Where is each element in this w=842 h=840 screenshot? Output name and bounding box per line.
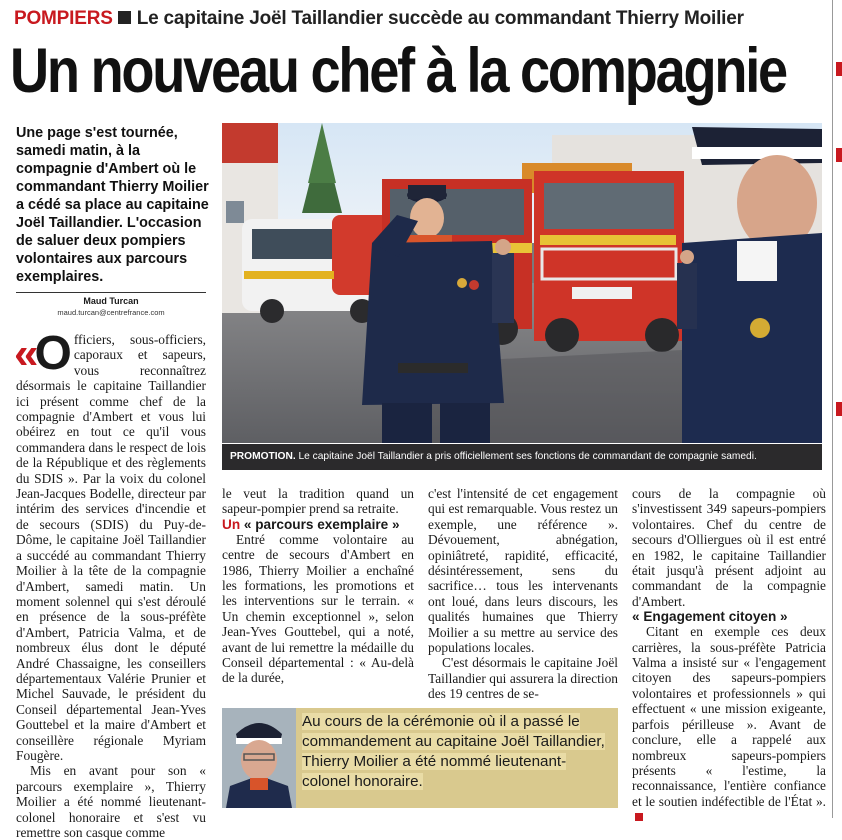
article-lead: Une page s'est tournée, samedi matin, à la compagnie d'Ambert où le commandant Thierry Moilier a cédé sa place au capitaine Joël Taillandier. L'occasion de saluer deux pompiers volontaires aux parcours exemplaires. [16, 125, 209, 285]
caption-label: PROMOTION. [230, 451, 296, 462]
square-bullet-icon [118, 11, 131, 24]
caption-text: Le capitaine Joël Taillandier a pris officiellement ses fonctions de commandant de compagnie samedi. [298, 451, 757, 462]
column-divider [832, 0, 833, 818]
portrait-photo [222, 708, 296, 808]
body-paragraph: fficiers, sous-officiers, caporaux et sapeurs, vous reconnaîtrez désormais le capitaine Taillandier ici présent comme chef de la compagnie d'Ambert et vous lui obéirez en tout ce qu'il vous commandera dans le respect de lois de la République et des règlements du SDIS ». Par la voix du colonel Jean-Jacques Bodelle, directeur par intérim des services d'incendie et de secours (SDIS) du Puy-de-Dôme, le capitaine Joël Taillandier a succédé au commandant Thierry Moilier à la tête de la compagnie d'Ambert, samedi matin. Un moment solennel qui s'est déroulé en présence de la sous-préfète d'Ambert, Patricia Valma, et de nombreux élus dont le député André Chassaigne, les conseillers départementaux Valérie Prunier et Michel Sauvade, le président du Conseil départemental Jean-Yves Gouttebel et la maire d'Ambert et conseillère régionale Myriam Fougère. [16, 332, 206, 763]
drop-quote-mark: « [14, 329, 35, 378]
body-paragraph-text: Citant en exemple ces deux carrières, la sous-préfète Patricia Valma a insisté sur « l'engagement citoyen des sapeurs-pompiers volontaires et professionnels » qui effectuent « une mission exigeante, parfois périlleuse ». Avant de conclure, elle a rappelé aux nombreux sapeurs-pompiers présents « l'estime, la reconnaissance, l'entière confiance et le soutien indéfectible de l'État ». [632, 624, 826, 809]
section-label: POMPIERS [14, 8, 113, 29]
intertitle [222, 517, 414, 532]
headline: Un nouveau chef à la compagnie [10, 36, 786, 106]
adjacent-page-edge [836, 0, 842, 818]
drop-cap: O [34, 327, 72, 380]
portrait-illustration [222, 708, 296, 808]
body-paragraph: cours de la compagnie où s'investissent 349 sapeurs-pompiers volontaires. Chef du centre de secours d'Olliergues où il est entré en 1982, le capitaine Taillandier était jusqu'à présent adjoint au commandant de la compagnie d'Ambert. [632, 486, 826, 609]
byline-email[interactable]: maud.turcan@centrefrance.com [57, 308, 165, 317]
body-paragraph: le veut la tradition quand un sapeur-pompier prend sa retraite. [222, 486, 414, 517]
body-paragraph: Entré comme volontaire au centre de secours d'Ambert en 1986, Thierry Moilier a enchaîné les formations, les promotions et les interventions sur le terrain. « Un chemin exceptionnel », selon Jean-Yves Gouttebel, qui a noté, avant de lui remettre la médaille du Conseil départemental : « Au-delà de la durée, [222, 531, 414, 686]
main-photo [222, 123, 822, 443]
byline-divider [16, 292, 206, 293]
article-column-4 [632, 486, 826, 825]
body-paragraph: Mis en avant pour son « parcours exemplaire », Thierry Moilier a été nommé lieutenant-colonel honoraire et s'est vu remettre son casque comme [16, 763, 206, 840]
rubric-subtitle: Le capitaine Joël Taillandier succède au commandant Thierry Moilier [136, 8, 744, 29]
article-column-1 [14, 327, 206, 840]
body-paragraph: C'est désormais le capitaine Joël Taillandier qui assurera la direction des 19 centres de se- [428, 655, 618, 702]
body-paragraph: c'est l'intensité de cet engagement qui est remarquable. Vous restez un exemple, une référence ». Dévouement, abnégation, opiniâtreté, rapidité, efficacité, désintéressement, sens du sacrifice… tous les intervenants ont loué, dans leurs discours, les qualités humaines que Thierry Moilier a su mettre au service des populations locales. [428, 486, 618, 656]
pull-quote-highlight: Au cours de la cérémonie où il a passé le commandement au capitaine Joël Taillandier, Thierry Moilier a été nommé lieutenant-colonel honoraire. [302, 713, 605, 790]
intertitle-lead: Un [222, 516, 241, 532]
intertitle-text: « Engagement citoyen » [632, 609, 788, 625]
pull-quote-text [302, 712, 614, 792]
article-column-3 [428, 486, 618, 702]
intertitle [632, 609, 826, 624]
intertitle-text: « parcours exemplaire » [243, 516, 400, 532]
article-column-2 [222, 486, 414, 686]
end-mark-icon [635, 813, 643, 821]
body-paragraph [632, 624, 826, 824]
byline-author: Maud Turcan [83, 296, 139, 306]
ceremony-photo-illustration [222, 123, 822, 443]
photo-caption [222, 444, 822, 470]
section-rubric [14, 8, 744, 32]
